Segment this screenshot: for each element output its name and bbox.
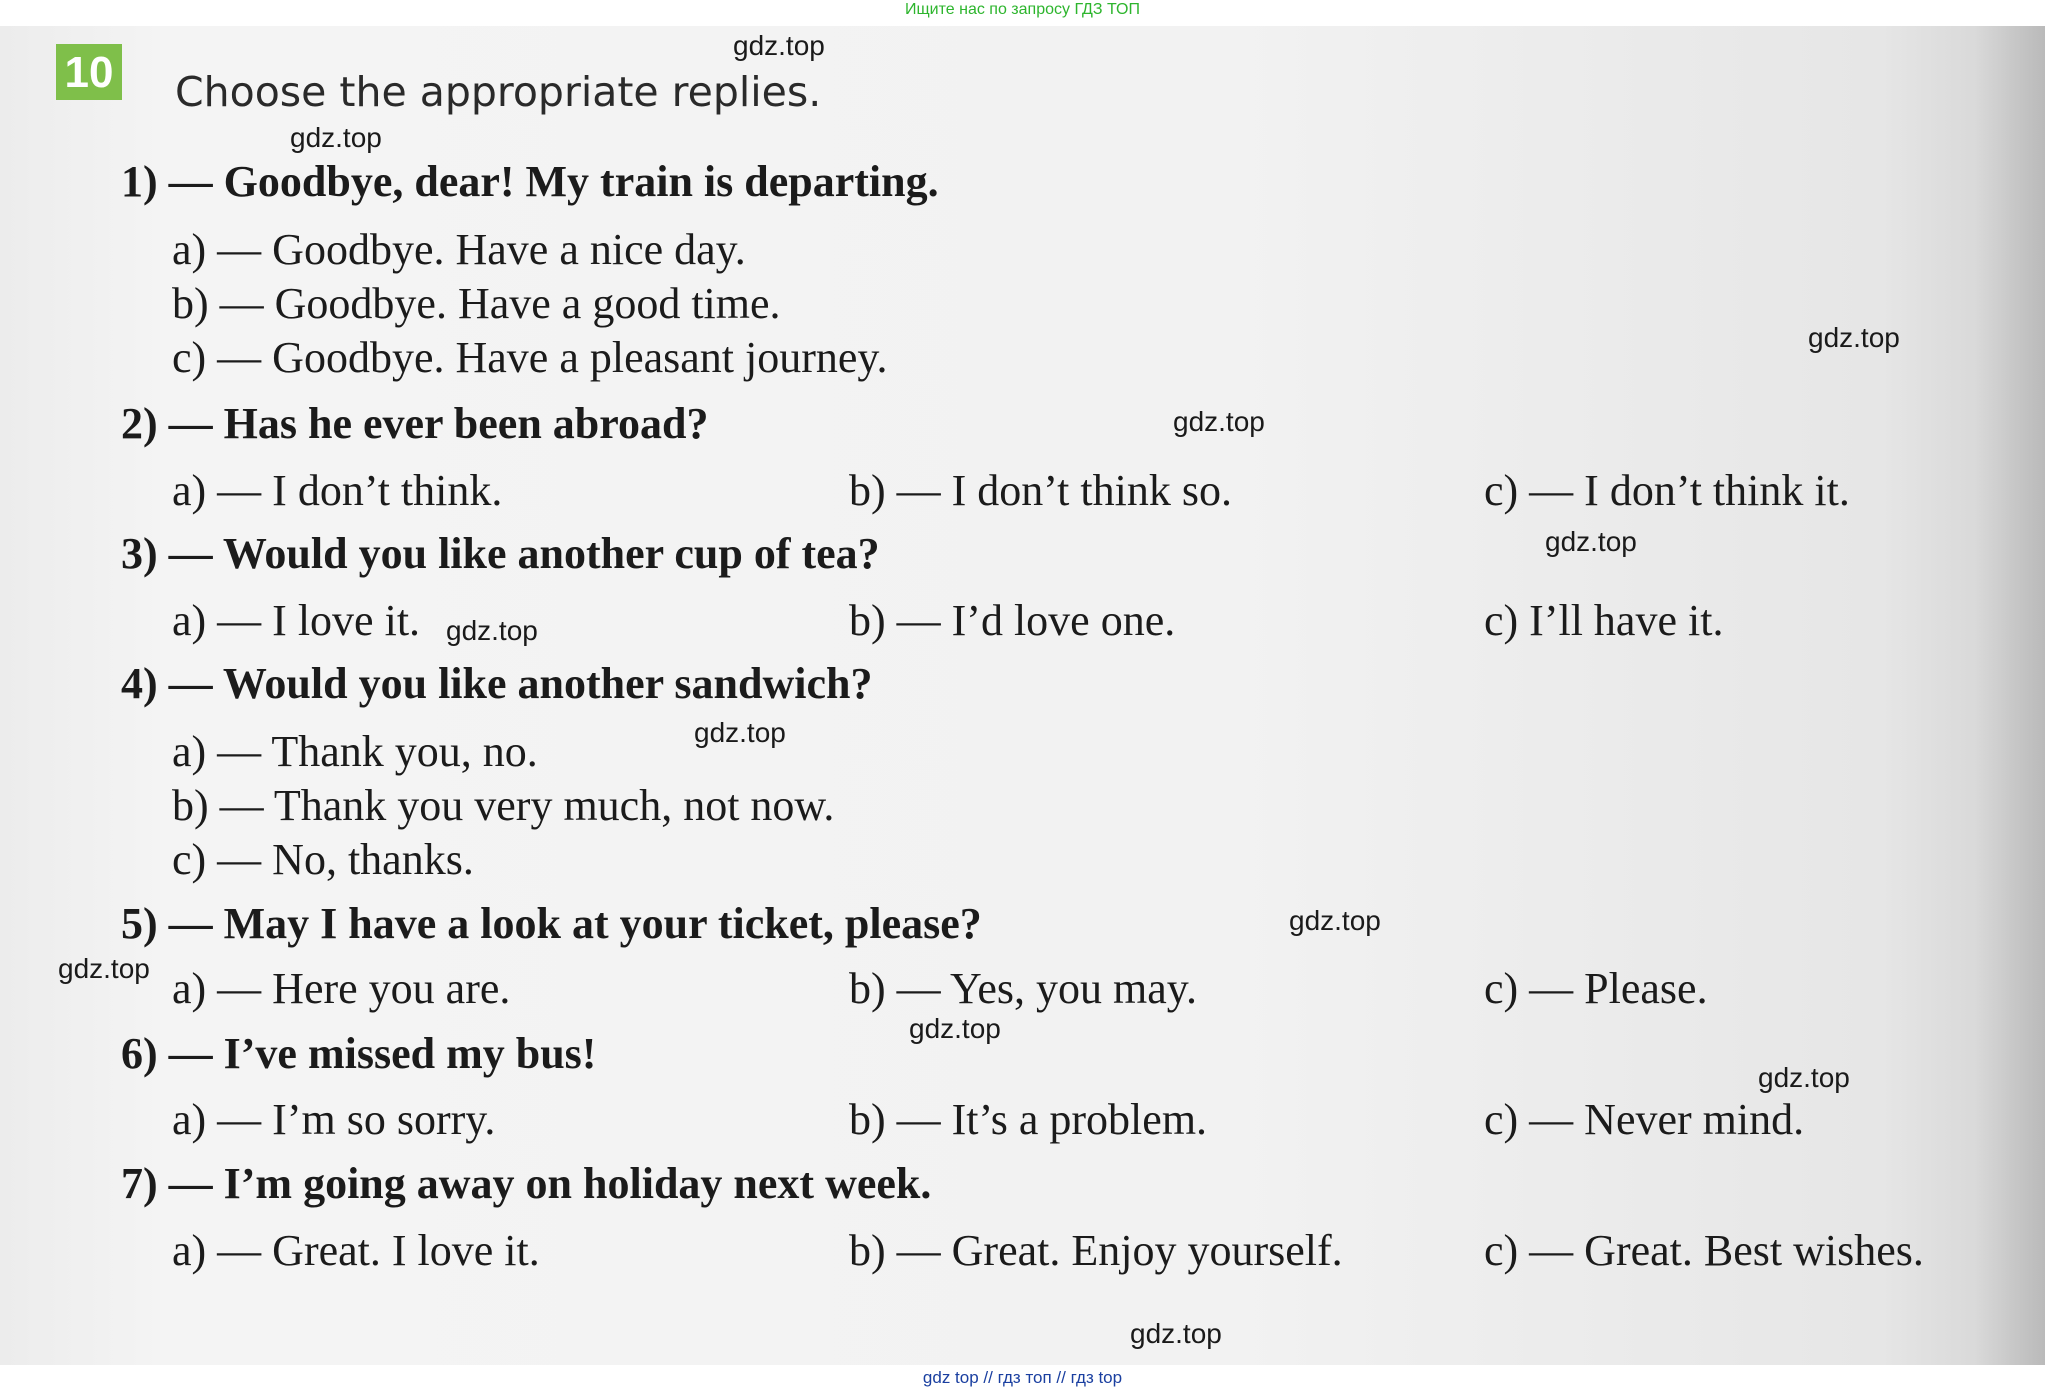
option-1a: a) — Goodbye. Have a nice day. bbox=[172, 225, 746, 274]
question-6: 6) — I’ve missed my bus! bbox=[121, 1029, 597, 1078]
exercise-instruction: Choose the appropriate replies. bbox=[175, 68, 822, 116]
question-1: 1) — Goodbye, dear! My train is departing. bbox=[121, 157, 939, 206]
option-6c: c) — Never mind. bbox=[1484, 1095, 1805, 1144]
watermark: gdz.top bbox=[1808, 322, 1900, 353]
question-7: 7) — I’m going away on holiday next week. bbox=[121, 1159, 932, 1208]
top-banner: Ищите нас по запросу ГДЗ ТОП bbox=[905, 1, 1140, 18]
option-4b: b) — Thank you very much, not now. bbox=[172, 781, 835, 830]
option-5b: b) — Yes, you may. bbox=[849, 964, 1197, 1013]
option-6b: b) — It’s a problem. bbox=[849, 1095, 1208, 1144]
option-1b: b) — Goodbye. Have a good time. bbox=[172, 279, 781, 328]
question-2: 2) — Has he ever been abroad? bbox=[121, 399, 709, 448]
option-3b: b) — I’d love one. bbox=[849, 596, 1176, 645]
exercise-number-badge: 10 bbox=[56, 44, 122, 100]
option-2a: a) — I don’t think. bbox=[172, 466, 503, 515]
option-5a: a) — Here you are. bbox=[172, 964, 511, 1013]
watermark: gdz.top bbox=[1173, 406, 1265, 437]
option-3a: a) — I love it. bbox=[172, 596, 421, 645]
watermark: gdz.top bbox=[1289, 905, 1381, 936]
option-7a: a) — Great. I love it. bbox=[172, 1226, 540, 1275]
watermark: gdz.top bbox=[1130, 1318, 1222, 1349]
option-7b: b) — Great. Enjoy yourself. bbox=[849, 1226, 1343, 1275]
watermark: gdz.top bbox=[446, 615, 538, 646]
option-3c: c) I’ll have it. bbox=[1484, 596, 1724, 645]
option-2c: c) — I don’t think it. bbox=[1484, 466, 1850, 515]
option-7c: c) — Great. Best wishes. bbox=[1484, 1226, 1924, 1275]
question-4: 4) — Would you like another sandwich? bbox=[121, 659, 873, 708]
watermark: gdz.top bbox=[909, 1013, 1001, 1044]
option-2b: b) — I don’t think so. bbox=[849, 466, 1232, 515]
watermark: gdz.top bbox=[733, 30, 825, 61]
watermark: gdz.top bbox=[58, 953, 150, 984]
question-5: 5) — May I have a look at your ticket, please? bbox=[121, 899, 982, 948]
option-4c: c) — No, thanks. bbox=[172, 835, 474, 884]
watermark: gdz.top bbox=[694, 717, 786, 748]
option-4a: a) — Thank you, no. bbox=[172, 727, 538, 776]
watermark: gdz.top bbox=[290, 122, 382, 153]
watermark: gdz.top bbox=[1545, 526, 1637, 557]
bottom-banner: gdz top // гдз топ // гдз top bbox=[922, 1368, 1123, 1387]
watermark: gdz.top bbox=[1758, 1062, 1850, 1093]
option-1c: c) — Goodbye. Have a pleasant journey. bbox=[172, 333, 888, 382]
question-3: 3) — Would you like another cup of tea? bbox=[121, 529, 880, 578]
page-edge-shadow bbox=[1975, 26, 2045, 1365]
option-6a: a) — I’m so sorry. bbox=[172, 1095, 496, 1144]
option-5c: c) — Please. bbox=[1484, 964, 1708, 1013]
